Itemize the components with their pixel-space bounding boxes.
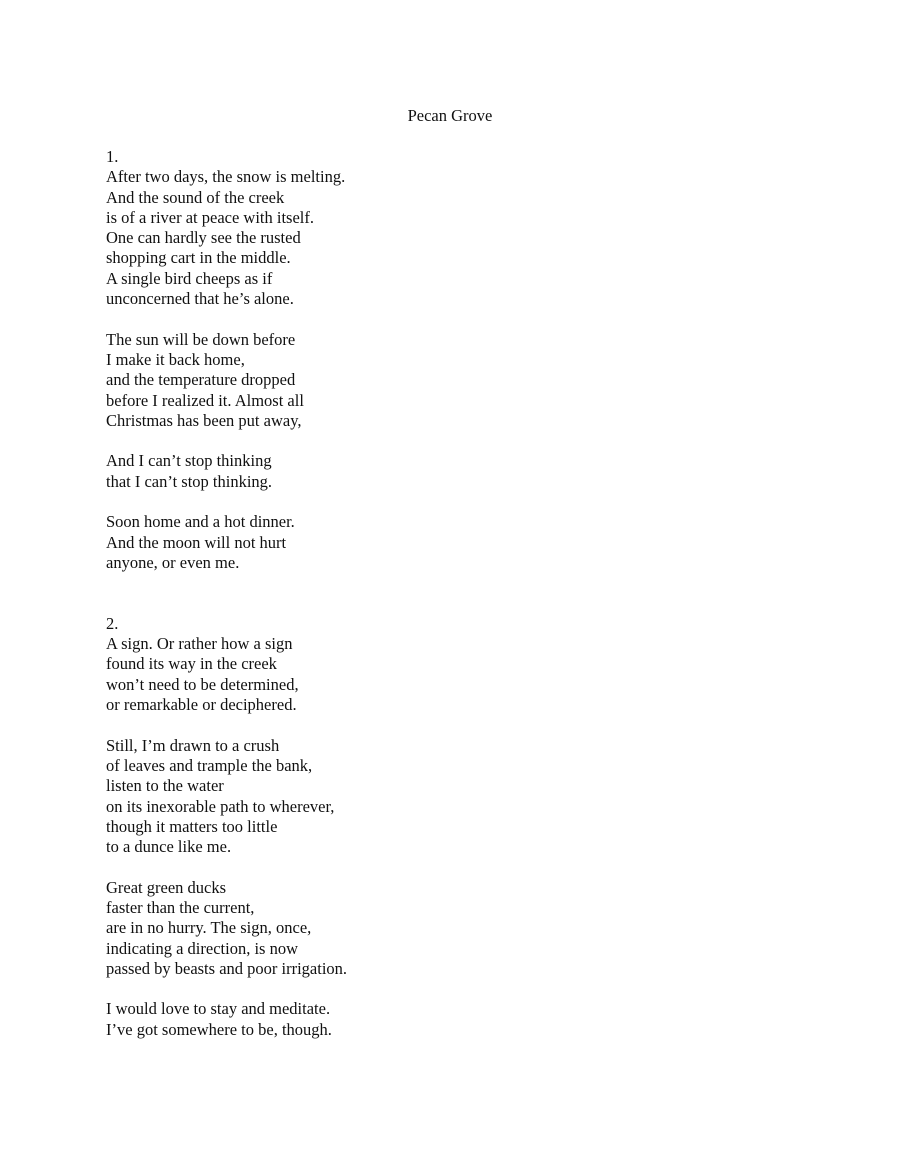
poem-line: found its way in the creek bbox=[106, 654, 277, 674]
poem-line: And the sound of the creek bbox=[106, 187, 285, 207]
stanza bbox=[106, 512, 806, 573]
poem-body bbox=[106, 147, 806, 1040]
stanza bbox=[106, 330, 806, 431]
stanza bbox=[106, 878, 806, 979]
poem-line: The sun will be down before bbox=[106, 329, 296, 349]
poem-line: Still, I’m drawn to a crush bbox=[106, 735, 280, 755]
poem-line: I would love to stay and meditate. bbox=[106, 999, 331, 1019]
stanza bbox=[106, 634, 806, 715]
poem-line: Great green ducks bbox=[106, 877, 227, 897]
poem-line: And the moon will not hurt bbox=[106, 532, 287, 552]
poem-line: passed by beasts and poor irrigation. bbox=[106, 958, 348, 978]
poem-line: and the temperature dropped bbox=[106, 370, 296, 390]
poem-line: of leaves and trample the bank, bbox=[106, 755, 313, 775]
poem-line: One can hardly see the rusted bbox=[106, 228, 301, 248]
stanza bbox=[106, 736, 806, 858]
poem-line: on its inexorable path to wherever, bbox=[106, 796, 335, 816]
stanza bbox=[106, 451, 806, 492]
poem-line: unconcerned that he’s alone. bbox=[106, 289, 294, 309]
poem-line: won’t need to be determined, bbox=[106, 674, 299, 694]
poem-line: Christmas has been put away, bbox=[106, 410, 302, 430]
section-number: 2. bbox=[106, 613, 119, 633]
poem-line: faster than the current, bbox=[106, 897, 255, 917]
poem-line: anyone, or even me. bbox=[106, 552, 240, 572]
section-spacer bbox=[106, 573, 806, 614]
poem-line: After two days, the snow is melting. bbox=[106, 167, 346, 187]
section-number: 1. bbox=[106, 147, 119, 166]
stanza bbox=[106, 167, 806, 309]
poem-section-2 bbox=[106, 614, 806, 1040]
poem-line: A sign. Or rather how a sign bbox=[106, 634, 293, 654]
stanza bbox=[106, 999, 806, 1040]
poem-line: is of a river at peace with itself. bbox=[106, 207, 314, 227]
poem-section-1 bbox=[106, 147, 806, 573]
poem-line: that I can’t stop thinking. bbox=[106, 471, 273, 491]
poem-line: or remarkable or deciphered. bbox=[106, 695, 297, 715]
poem-line: listen to the water bbox=[106, 776, 224, 796]
poem-line: And I can’t stop thinking bbox=[106, 451, 272, 471]
poem-title: Pecan Grove bbox=[407, 106, 493, 125]
poem-line: to a dunce like me. bbox=[106, 837, 232, 857]
poem-line: I’ve got somewhere to be, though. bbox=[106, 1019, 332, 1039]
poem-line: A single bird cheeps as if bbox=[106, 268, 273, 288]
poem-line: indicating a direction, is now bbox=[106, 938, 298, 958]
poem-line: before I realized it. Almost all bbox=[106, 390, 304, 410]
poem-line: shopping cart in the middle. bbox=[106, 248, 291, 268]
poem-line: are in no hurry. The sign, once, bbox=[106, 918, 312, 938]
poem-line: Soon home and a hot dinner. bbox=[106, 512, 295, 532]
poem-line: I make it back home, bbox=[106, 349, 245, 369]
poem-line: though it matters too little bbox=[106, 816, 278, 836]
